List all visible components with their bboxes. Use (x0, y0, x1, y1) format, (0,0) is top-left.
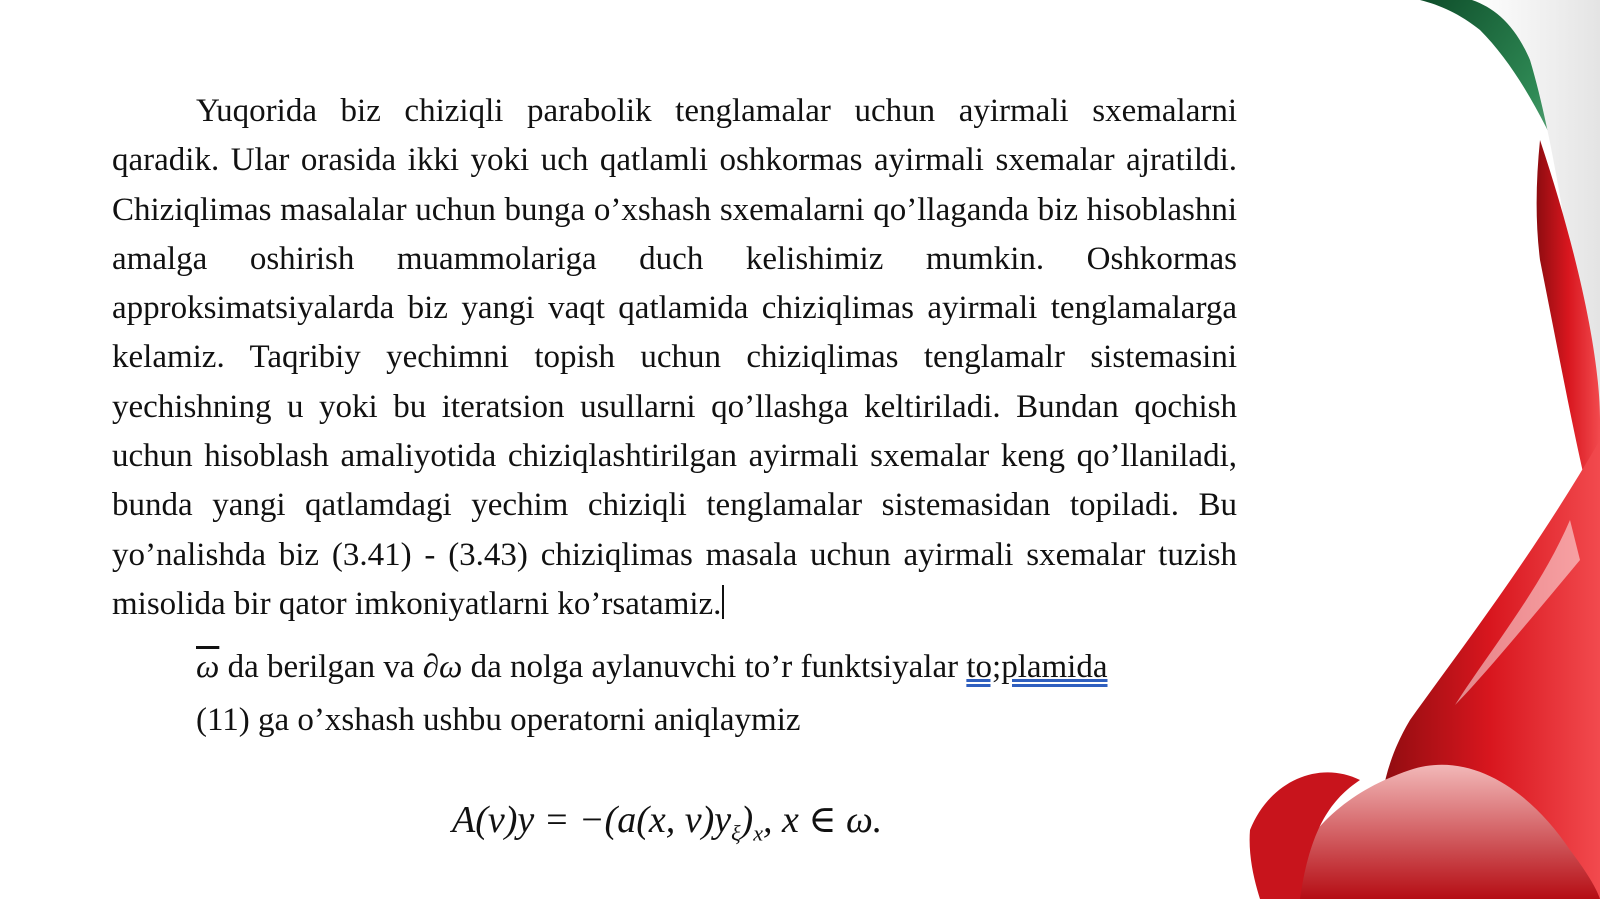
text-cursor (722, 585, 724, 619)
paragraph-intro (112, 87, 1237, 629)
operator-formula (452, 797, 882, 847)
spellcheck-underlined-word[interactable]: to;plamida (966, 649, 1108, 686)
formula-lhs: A(v)y (452, 799, 535, 841)
text-segment-a: da berilgan va (219, 649, 423, 686)
formula-tail: , x ∈ ω. (762, 799, 883, 841)
formula-close: ) (740, 799, 754, 841)
formula-eq: = −(a(x, v)y (534, 799, 732, 841)
text-segment-b: da nolga aylanuvchi to’r funktsiyalar (462, 649, 967, 686)
omega-bar-symbol: $\overline{\omega}$ (196, 649, 220, 686)
formula-sub-x: x (753, 820, 763, 846)
body-text (112, 87, 1237, 747)
paragraph-operator (112, 641, 1237, 747)
text-segment-line2: (11) ga o’xshash ushbu operatorni aniqlaymiz (196, 702, 801, 739)
paragraph-intro-text: Yuqorida biz chiziqli parabolik tenglamalar uchun ayirmali sxemalarni qaradik. Ular orasida ikki yoki uch qatlamli oshkormas ayirmali sxemalar ajratildi. Chiziqlimas masalalar uchun bunga o’xshash sxemalarni qo’llaganda biz hisoblashni amalga oshirish muammolariga duch kelishimiz mumkin. Oshkormas approksimatsiyalarda biz yangi vaqt qatlamida chiziqlimas ayirmali tenglamalarga kelamiz. Taqribiy yechimni topish uchun chiziqlimas tenglamalr sistemasini yechishning u yoki bu iteratsion usullarni qo’llashga keltiriladi. Bundan qochish uchun hisoblash amaliyotida chiziqlashtirilgan ayirmali sxemalar keng qo’llaniladi, bunda yangi qatlamdagi yechim chiziqli tenglamalar sistemasidan topiladi. Bu yo’nalishda biz (3.41) - (3.43) chiziqlimas masala uchun ayirmali sxemalar tuzish misolida bir qator imkoniyatlarni ko’rsatamiz. (112, 93, 1237, 622)
partial-omega-symbol: ∂ω (422, 649, 463, 686)
formula-sub-xi: ξ (731, 820, 741, 846)
ribbon-decoration (1240, 0, 1600, 899)
